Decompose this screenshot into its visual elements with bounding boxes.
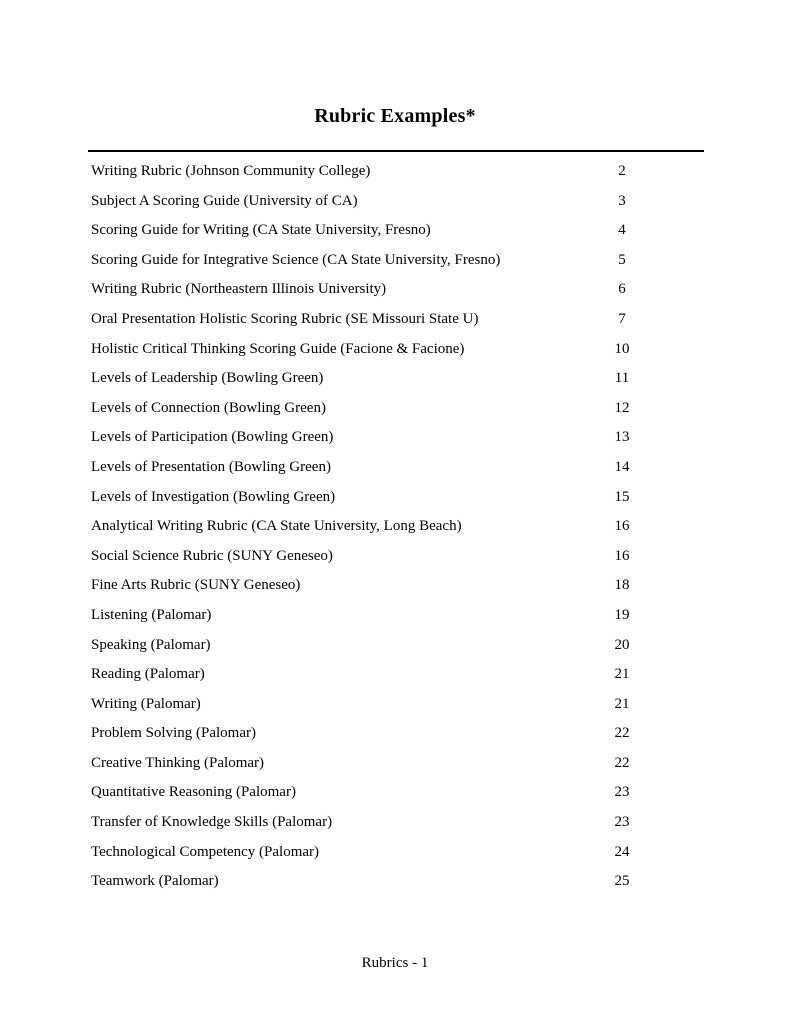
toc-entry-label: Problem Solving (Palomar) bbox=[91, 725, 256, 742]
toc-entry[interactable] bbox=[0, 157, 790, 187]
toc-entry-page-number: 24 bbox=[614, 843, 630, 860]
toc-entry-label: Writing (Palomar) bbox=[91, 695, 201, 712]
toc-entry[interactable] bbox=[0, 631, 790, 661]
toc-entry-page-number: 15 bbox=[614, 488, 630, 505]
toc-entry[interactable] bbox=[0, 216, 790, 246]
toc-entry-page-number: 13 bbox=[614, 429, 630, 446]
toc-entry-page-number: 21 bbox=[614, 666, 630, 683]
toc-entry[interactable] bbox=[0, 690, 790, 720]
toc-entry[interactable] bbox=[0, 394, 790, 424]
toc-entry-label: Levels of Presentation (Bowling Green) bbox=[91, 458, 331, 475]
toc-entry[interactable] bbox=[0, 364, 790, 394]
toc-entry-page-number: 22 bbox=[614, 754, 630, 771]
toc-entry[interactable] bbox=[0, 838, 790, 868]
toc-entry-label: Scoring Guide for Integrative Science (CA State University, Fresno) bbox=[91, 251, 501, 268]
toc-entry[interactable] bbox=[0, 275, 790, 305]
toc-entry[interactable] bbox=[0, 305, 790, 335]
toc-entry[interactable] bbox=[0, 453, 790, 483]
toc-entry-page-number: 14 bbox=[614, 458, 630, 475]
toc-entry[interactable] bbox=[0, 867, 790, 897]
toc-entry-page-number: 5 bbox=[618, 251, 626, 268]
toc-entry-label: Speaking (Palomar) bbox=[91, 636, 211, 653]
toc-entry-label: Transfer of Knowledge Skills (Palomar) bbox=[91, 814, 333, 831]
toc-entry-label: Holistic Critical Thinking Scoring Guide (Facione & Facione) bbox=[91, 340, 465, 357]
toc-entry[interactable] bbox=[0, 246, 790, 276]
toc-entry-page-number: 23 bbox=[614, 784, 630, 801]
toc-entry-page-number: 10 bbox=[614, 340, 630, 357]
toc-entry-label: Writing Rubric (Northeastern Illinois University) bbox=[91, 281, 387, 298]
toc-entry-page-number: 20 bbox=[614, 636, 630, 653]
toc-entry[interactable] bbox=[0, 571, 790, 601]
toc-entry-page-number: 4 bbox=[618, 222, 626, 239]
toc-entry-label: Subject A Scoring Guide (University of CA) bbox=[91, 192, 358, 209]
toc-entry-label: Scoring Guide for Writing (CA State University, Fresno) bbox=[91, 222, 431, 239]
toc-entry-page-number: 12 bbox=[614, 399, 630, 416]
toc-entry-page-number: 16 bbox=[614, 547, 630, 564]
toc-entry-label: Reading (Palomar) bbox=[91, 666, 205, 683]
toc-entry-page-number: 19 bbox=[614, 606, 630, 623]
toc-entry-label: Social Science Rubric (SUNY Geneseo) bbox=[91, 547, 333, 564]
toc-entry-label: Oral Presentation Holistic Scoring Rubric (SE Missouri State U) bbox=[91, 310, 479, 327]
toc-entry-page-number: 23 bbox=[614, 814, 630, 831]
toc-entry[interactable] bbox=[0, 719, 790, 749]
toc-entry-label: Levels of Investigation (Bowling Green) bbox=[91, 488, 336, 505]
toc-entry[interactable] bbox=[0, 778, 790, 808]
toc-entry-page-number: 18 bbox=[614, 577, 630, 594]
toc-entry-label: Technological Competency (Palomar) bbox=[91, 843, 320, 860]
toc-entry-label: Levels of Connection (Bowling Green) bbox=[91, 399, 326, 416]
toc-entry-label: Quantitative Reasoning (Palomar) bbox=[91, 784, 296, 801]
toc-entry-label: Levels of Leadership (Bowling Green) bbox=[91, 370, 324, 387]
toc-entry-page-number: 25 bbox=[614, 873, 630, 890]
toc-entry-page-number: 7 bbox=[618, 310, 626, 327]
toc-entry-label: Levels of Participation (Bowling Green) bbox=[91, 429, 334, 446]
toc-entry[interactable] bbox=[0, 335, 790, 365]
toc-entry-label: Listening (Palomar) bbox=[91, 606, 212, 623]
toc-entry[interactable] bbox=[0, 187, 790, 217]
page-footer: Rubrics - 1 bbox=[361, 955, 429, 971]
toc-entry[interactable] bbox=[0, 542, 790, 572]
toc-entry[interactable] bbox=[0, 483, 790, 513]
toc-entry-label: Writing Rubric (Johnson Community College) bbox=[91, 163, 371, 179]
toc-entry-page-number: 16 bbox=[614, 518, 630, 535]
toc-entry[interactable] bbox=[0, 749, 790, 779]
toc-entry[interactable] bbox=[0, 808, 790, 838]
toc-entry-label: Teamwork (Palomar) bbox=[91, 873, 219, 890]
toc-entry-page-number: 2 bbox=[618, 163, 626, 179]
toc-entry-page-number: 11 bbox=[614, 370, 630, 387]
toc-entry-label: Fine Arts Rubric (SUNY Geneseo) bbox=[91, 577, 301, 594]
page-title: Rubric Examples* bbox=[314, 105, 476, 128]
toc-entry[interactable] bbox=[0, 423, 790, 453]
toc-entry-label: Creative Thinking (Palomar) bbox=[91, 754, 265, 771]
table-of-contents bbox=[0, 157, 790, 897]
toc-entry[interactable] bbox=[0, 512, 790, 542]
toc-entry-page-number: 22 bbox=[614, 725, 630, 742]
toc-entry-page-number: 21 bbox=[614, 695, 630, 712]
title-divider bbox=[88, 150, 704, 152]
toc-entry-page-number: 6 bbox=[618, 281, 626, 298]
toc-entry-label: Analytical Writing Rubric (CA State University, Long Beach) bbox=[91, 518, 462, 535]
toc-entry[interactable] bbox=[0, 601, 790, 631]
toc-entry-page-number: 3 bbox=[618, 192, 626, 209]
toc-entry[interactable] bbox=[0, 660, 790, 690]
